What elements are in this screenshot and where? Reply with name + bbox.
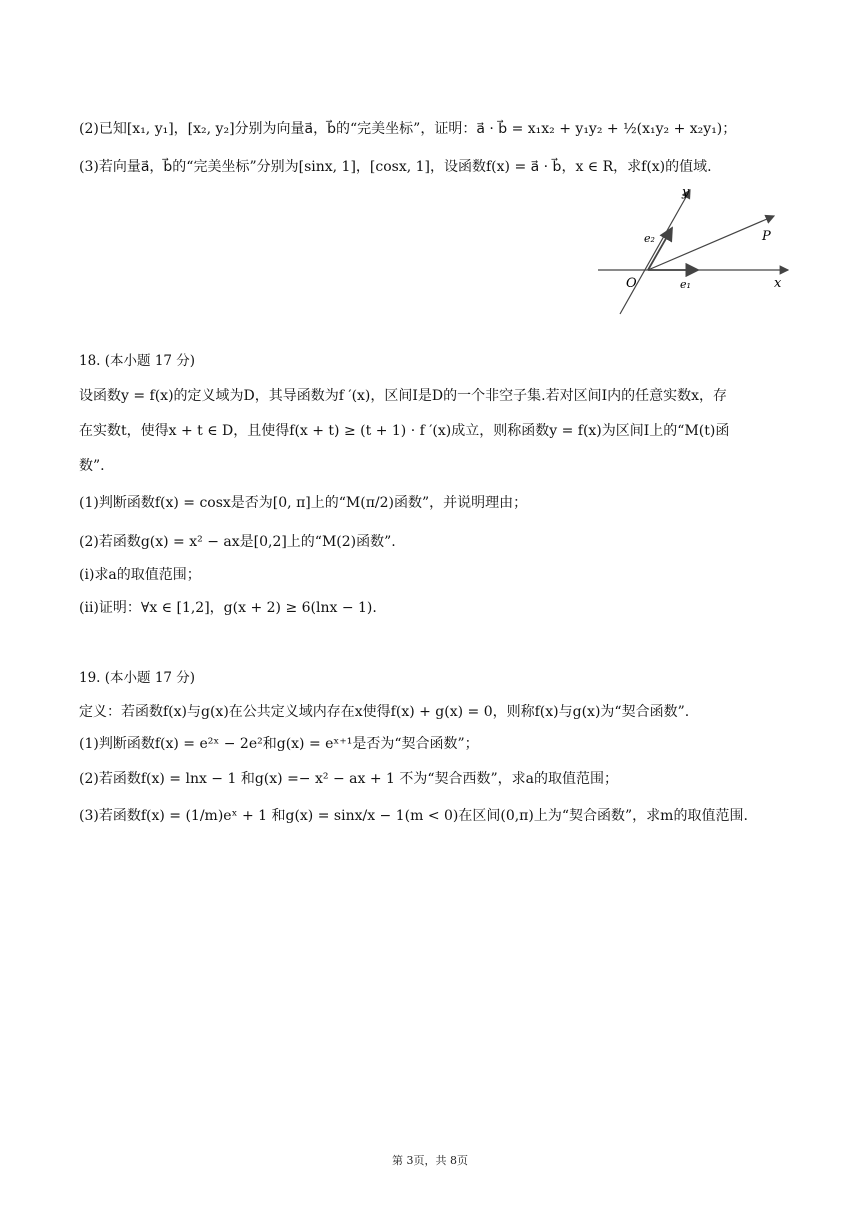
q18-sub-i: (i)求a的取值范围； [79,567,201,583]
label-o: O [626,276,637,291]
label-e1: e₁ [680,278,691,291]
label-x: x [774,276,782,291]
q18-definition-line2: 在实数t，使得x + t ∈ D，且使得f(x + t) ≥ (t + 1) · f ′(x)成立，则称函数y = f(x)为区间I上的“M(t)函 [79,423,730,439]
label-p: P [762,229,771,244]
q19-definition: 定义：若函数f(x)与g(x)在公共定义域内存在x使得f(x) + g(x) = 0，则称f(x)与g(x)为“契合函数”. [79,704,690,720]
q18-sub-ii: (ii)证明：∀x ∈ [1,2]，g(x + 2) ≥ 6(lnx − 1). [79,600,377,616]
q18-definition-line3: 数”. [79,458,105,474]
label-e2: e₂ [644,232,655,245]
page-footer: 第 3页，共 8页 [392,1154,468,1167]
q19-heading: 19. (本小题 17 分) [79,670,196,686]
q19-part1: (1)判断函数f(x) = e²ˣ − 2e²和g(x) = eˣ⁺¹是否为“契合函数”； [79,736,479,752]
q18-definition-line1: 设函数y = f(x)的定义域为D，其导函数为f ′(x)，区间I是D的一个非空子集.若对区间I内的任意实数x，存 [79,388,728,404]
q19-part2: (2)若函数f(x) = lnx − 1 和g(x) =− x² − ax + 1 不为“契合西数”，求a的取值范围； [79,771,619,787]
y-axis [620,190,690,314]
label-y: y [682,185,690,200]
coordinate-figure [596,182,796,318]
q18-part2: (2)若函数g(x) = x² − ax是[0,2]上的“M(2)函数”. [79,534,396,550]
q17-part2: (2)已知[x₁, y₁]，[x₂, y₂]分别为向量a⃗，b⃗的“完美坐标”，证明：a⃗ · b⃗ = x₁x₂ + y₁y₂ + ½(x₁y₂ + x₂y₁)； [79,121,737,137]
op-vector [648,216,774,270]
q19-part3: (3)若函数f(x) = (1/m)eˣ + 1 和g(x) = sinx/x − 1(m < 0)在区间(0,π)上为“契合函数”，求m的取值范围. [79,808,748,824]
q17-part3: (3)若向量a⃗，b⃗的“完美坐标”分别为[sinx, 1]，[cosx, 1]，设函数f(x) = a⃗ · b⃗，x ∈ R，求f(x)的值域. [79,159,712,175]
q18-part1: (1)判断函数f(x) = cosx是否为[0, π]上的“M(π/2)函数”，并说明理由； [79,495,528,511]
q18-heading: 18. (本小题 17 分) [79,353,196,369]
